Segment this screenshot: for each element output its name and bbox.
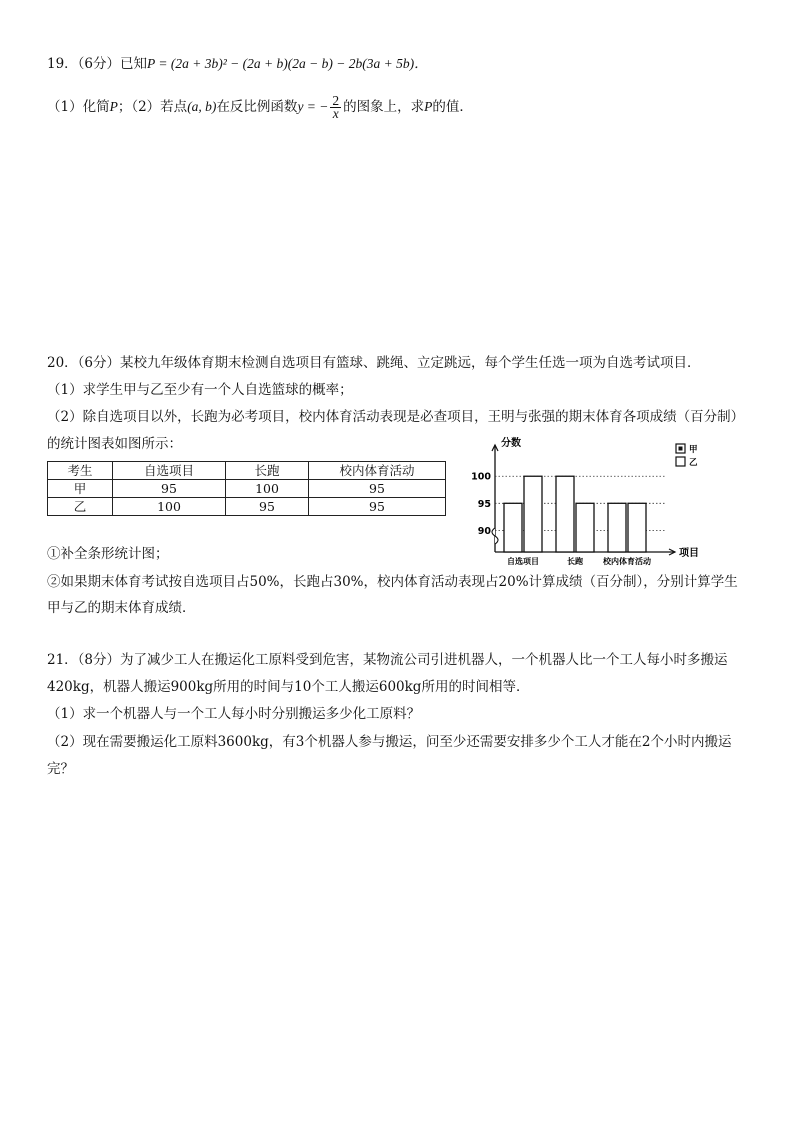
q19-line1 — [47, 55, 428, 73]
q20-line1: 20．（6分）某校九年级体育期末检测自选项目有篮球、跳绳、立定跳远，每个学生任选一项为自选考试项目． — [47, 355, 701, 371]
q21-line3: （1）求一个机器人与一个工人每小时分别搬运多少化工原料？ — [47, 706, 421, 722]
q21-line1: 21．（8分）为了减少工人在搬运化工原料受到危害，某物流公司引进机器人，一个机器人比一个工人每小时多搬运 — [47, 652, 728, 668]
table-cell: 100 — [226, 480, 309, 498]
q20-line3: （2）除自选项目以外，长跑为必考项目，校内体育活动表现是必查项目，王明与张强的期末体育各项成绩（百分制） — [47, 409, 745, 425]
score-table — [47, 461, 446, 516]
table-cell: 乙 — [48, 498, 113, 516]
x-tick-label: 自选项目 — [507, 557, 539, 566]
table-cell: 95 — [309, 480, 446, 498]
legend-swatch — [676, 457, 685, 466]
table-row — [48, 480, 446, 498]
table-cell: 95 — [309, 498, 446, 516]
y-tick-label: 90 — [477, 525, 491, 537]
q19-point: (a, b) — [187, 99, 217, 114]
q19-fn-end: 的值． — [432, 99, 473, 115]
y-tick-label: 100 — [471, 471, 491, 483]
bar — [576, 503, 594, 552]
table-cell: 100 — [113, 498, 226, 516]
x-axis-label: 项目 — [679, 548, 699, 559]
legend-swatch-dot — [679, 447, 683, 451]
table-header-cell: 考生 — [48, 462, 113, 480]
q19-fn-text: 在反比例函数 — [216, 99, 298, 115]
q20-sub2b: 甲与乙的期末体育成绩． — [47, 600, 196, 616]
table-header-cell: 自选项目 — [113, 462, 226, 480]
q20-sub2a: ②如果期末体育考试按自选项目占50%，长跑占30%，校内体育活动表现占20%计算成绩（百分制），分别计算学生 — [47, 574, 738, 590]
q20-sub1: ①补全条形统计图； — [47, 546, 169, 562]
bar — [504, 503, 522, 552]
q21-line2: 420kg，机器人搬运900kg所用的时间与10个工人搬运600kg所用的时间相等． — [47, 679, 530, 695]
bar-chart — [470, 430, 710, 570]
q19-line2 — [47, 95, 473, 120]
q19-label: 19．（6分）已知 — [47, 56, 148, 72]
table-row — [48, 498, 446, 516]
x-tick-label: 校内体育活动 — [603, 557, 651, 566]
legend-label: 乙 — [689, 458, 698, 468]
legend-label: 甲 — [689, 445, 698, 455]
q21-line4: （2）现在需要搬运化工原料3600kg，有3个机器人参与搬运，问至少还需要安排多少个工人才能在2个小时内搬运 — [47, 734, 732, 750]
table-cell: 甲 — [48, 480, 113, 498]
q21-line5: 完？ — [47, 761, 74, 777]
q20-line2: （1）求学生甲与乙至少有一个人自选篮球的概率； — [47, 382, 353, 398]
y-tick-label: 95 — [477, 498, 491, 510]
table-header-cell: 长跑 — [226, 462, 309, 480]
q19-fn-var: P — [424, 99, 433, 114]
bar — [556, 476, 574, 552]
bar — [608, 503, 626, 552]
q19-fn-after: 的图象上，求 — [343, 99, 425, 115]
q19-fraction-den: x — [332, 106, 339, 121]
table-cell: 95 — [226, 498, 309, 516]
table-cell: 95 — [113, 480, 226, 498]
bar — [628, 503, 646, 552]
q19-fraction — [330, 95, 341, 120]
q19-part1: （1）化简 — [47, 99, 110, 115]
y-axis-label: 分数 — [501, 438, 521, 449]
bar — [524, 476, 542, 552]
x-tick-label: 长跑 — [567, 557, 583, 566]
q19-part1-end: ；（2）若点 — [117, 99, 188, 115]
q19-fraction-num: 2 — [332, 93, 340, 108]
table-header-row — [48, 462, 446, 480]
q19-expression: P = (2a + 3b)² − (2a + b)(2a − b) − 2b(3a + 5b)． — [147, 56, 428, 71]
q19-var-p: P — [109, 99, 118, 114]
q19-fn-lhs: y = − — [297, 99, 329, 114]
table-header-cell: 校内体育活动 — [309, 462, 446, 480]
q20-line4: 的统计图表如图所示： — [47, 436, 182, 452]
